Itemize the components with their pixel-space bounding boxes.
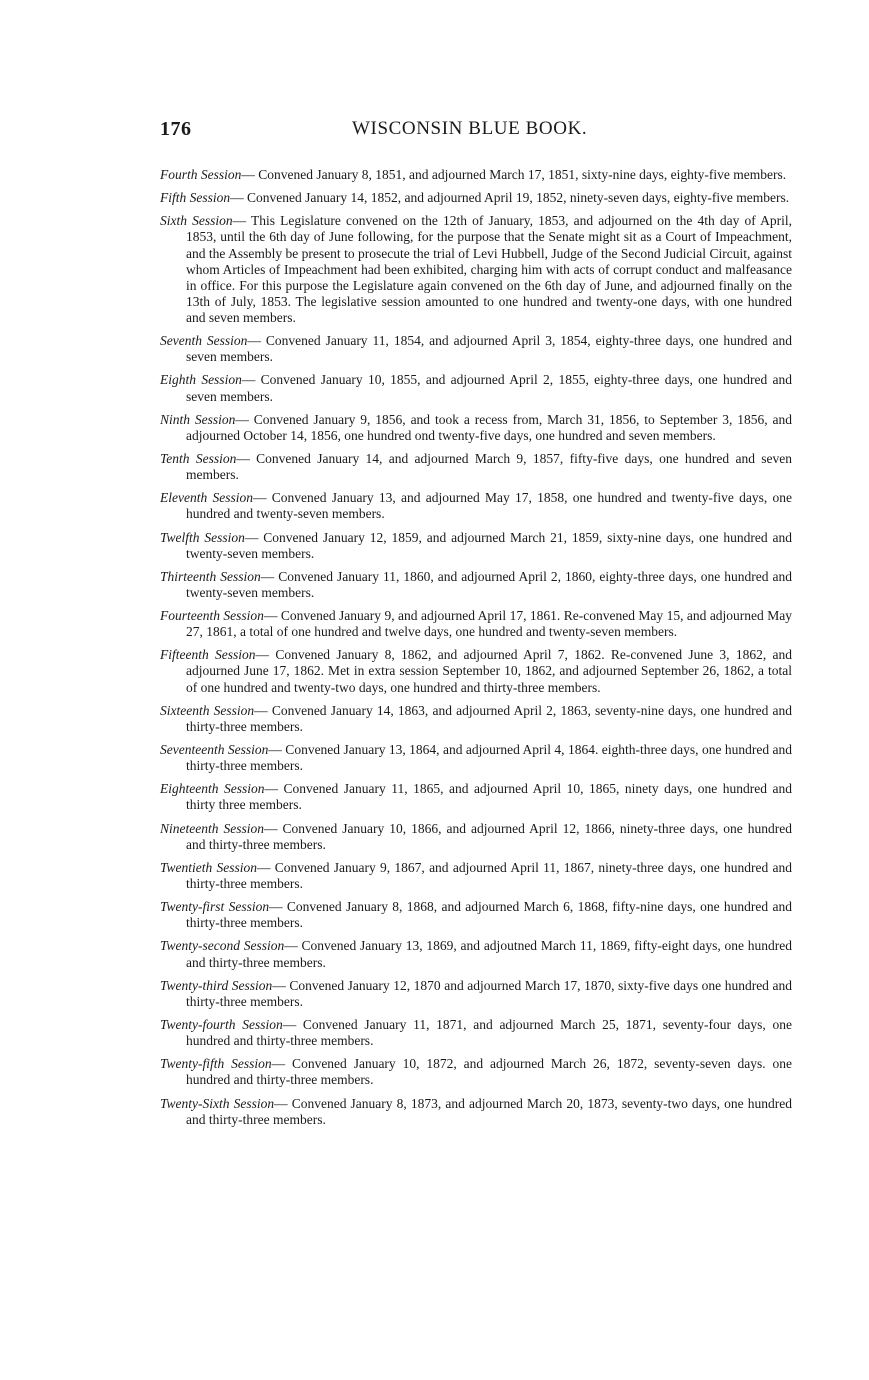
session-text: — Convened January 14, 1852, and adjourned April 19, 1852, ninety-seven days, eighty-five members. xyxy=(230,190,790,206)
session-text: — Convened January 10, 1872, and adjourned March 26, 1872, seventy-seven days. one hundred and thirty-three members. xyxy=(186,1056,792,1088)
session-text: — Convened January 13, 1869, and adjoutned March 11, 1869, fifty-eight days, one hundred and thirty-three members. xyxy=(186,938,792,970)
session-name: Nineteenth Session xyxy=(160,820,264,836)
session-entry-11 xyxy=(160,490,792,522)
session-text: — Convened January 12, 1859, and adjourned March 21, 1859, sixty-nine days, one hundred and twenty-seven members. xyxy=(186,529,792,561)
session-name: Twentieth Session xyxy=(160,859,258,875)
session-entry-17 xyxy=(160,742,792,774)
session-text: — Convened January 9, 1867, and adjourned April 11, 1867, ninety-three days, one hundred and thirty-three members. xyxy=(186,859,792,891)
session-entry-6 xyxy=(160,213,792,326)
session-entry-20 xyxy=(160,860,792,892)
session-text: — Convened January 10, 1866, and adjourned April 12, 1866, ninety-three days, one hundred and thirty-three members. xyxy=(186,820,792,852)
session-entry-23 xyxy=(160,978,792,1010)
session-text: — Convened January 10, 1855, and adjourned April 2, 1855, eighty-three days, one hundred and seven members. xyxy=(186,372,793,404)
session-text: — Convened January 11, 1871, and adjourned March 25, 1871, seventy-four days, one hundred and thirty-three members. xyxy=(186,1017,793,1049)
session-text: — Convened January 11, 1860, and adjourned April 2, 1860, eighty-three days, one hundred and twenty-seven members. xyxy=(186,568,792,600)
session-name: Fourteenth Session xyxy=(160,608,264,624)
session-entry-9 xyxy=(160,412,792,444)
session-text: — Convened January 9, 1856, and took a recess from, March 31, 1856, to September 3, 1856, and adjourned October 14, 1856, one hundred ond twenty-five days, one hundred and seven members. xyxy=(186,411,792,443)
running-title: WISCONSIN BLUE BOOK. xyxy=(352,118,588,139)
session-name: Twenty-fourth Session xyxy=(160,1017,283,1032)
session-name: Fifth Session xyxy=(160,190,231,206)
session-name: Ninth Session xyxy=(160,411,236,427)
session-name: Fourth Session xyxy=(160,167,242,182)
session-entry-10 xyxy=(160,451,792,483)
session-list xyxy=(160,167,792,1135)
session-text: — Convened January 8, 1868, and adjourned March 6, 1868, fifty-nine days, one hundred and thirty-three members. xyxy=(186,899,792,931)
session-text: — Convened January 8, 1873, and adjourned March 20, 1873, seventy-two days, one hundred and thirty-three members. xyxy=(186,1095,792,1127)
session-entry-25 xyxy=(160,1056,792,1088)
session-name: Twenty-second Session xyxy=(160,938,285,954)
session-name: Eighteenth Session xyxy=(160,781,265,797)
session-entry-16 xyxy=(160,703,792,735)
session-entry-19 xyxy=(160,821,792,853)
session-entry-18 xyxy=(160,781,792,813)
session-entry-12 xyxy=(160,530,792,562)
session-text: — Convened January 11, 1865, and adjourned April 10, 1865, ninety days, one hundred and thirty three members. xyxy=(186,781,792,813)
session-text: — Convened January 14, 1863, and adjourned April 2, 1863, seventy-nine days, one hundred and thirty-three members. xyxy=(186,702,793,734)
session-text: — Convened January 14, and adjourned March 9, 1857, fifty-five days, one hundred and seven members. xyxy=(186,450,793,483)
session-entry-21 xyxy=(160,899,792,931)
session-entry-22 xyxy=(160,938,792,970)
session-name: Twenty-first Session xyxy=(160,899,270,915)
session-name: Twenty-third Session xyxy=(160,977,273,993)
session-name: Sixth Session xyxy=(160,213,233,229)
session-name: Eleventh Session xyxy=(160,490,253,506)
session-name: Twenty-fifth Session xyxy=(160,1056,272,1072)
session-entry-7 xyxy=(160,333,792,365)
session-entry-14 xyxy=(160,608,792,640)
session-text: — Convened January 13, and adjourned May 17, 1858, one hundred and twenty-five days, one hundred and twenty-seven members. xyxy=(186,490,792,522)
session-name: Seventh Session xyxy=(160,333,248,349)
session-text: — Convened January 13, 1864, and adjourned April 4, 1864. eighth-three days, one hundred and thirty-three members. xyxy=(186,742,792,774)
session-text: — Convened January 12, 1870 and adjourned March 17, 1870, sixty-five days one hundred and thirty-three members. xyxy=(186,977,792,1009)
session-name: Eighth Session xyxy=(160,372,242,388)
session-text: — Convened January 9, and adjourned April 17, 1861. Re-convened May 15, and adjourned May 27, 1861, a total of one hundred and twelve days, one hundred and twenty-seven members. xyxy=(186,608,792,640)
session-entry-24 xyxy=(160,1017,792,1049)
session-entry-13 xyxy=(160,569,792,601)
session-entry-15 xyxy=(160,647,792,695)
session-name: Fifteenth Session xyxy=(160,647,256,663)
session-entry-8 xyxy=(160,372,792,404)
session-name: Twelfth Session xyxy=(160,529,245,545)
session-name: Twenty-Sixth Session xyxy=(160,1095,275,1111)
session-name: Tenth Session xyxy=(160,450,237,466)
page-number: 176 xyxy=(160,118,192,140)
session-entry-4 xyxy=(160,167,792,183)
page-header xyxy=(160,118,610,142)
session-entry-5 xyxy=(160,190,792,206)
session-text: — Convened January 8, 1862, and adjourned April 7, 1862. Re-convened June 3, 1862, and adjourned June 17, 1862. Met in extra session September 10, 1862, and adjourned September 26, 1862, a total of one hundred and twenty-two days, one hundred and thirty-three members. xyxy=(186,647,793,695)
session-text: — Convened January 8, 1851, and adjourned March 17, 1851, sixty-nine days, eighty-five members. xyxy=(241,167,787,182)
session-entry-26 xyxy=(160,1096,792,1128)
session-text: — This Legislature convened on the 12th of January, 1853, and adjourned on the 4th day of April, 1853, until the 6th day of June following, for the purpose that the Senate might sit as a Court of Impeachment, and the Assembly be present to prosecute the trial of Levi Hubbell, Judge of the Second Judicial Circuit, against whom Articles of Impeachment had been exhibited, charging him with acts of corrupt conduct and malfeasance in office. For this purpose the Legislature again convened on the 6th day of June, and adjourned finally on the 13th of July, 1853. The legislative session amounted to one hundred and twenty-one days, with one hundred and seven members. xyxy=(186,213,792,325)
session-name: Seventeenth Session xyxy=(160,742,269,758)
session-name: Thirteenth Session xyxy=(160,568,261,584)
session-text: — Convened January 11, 1854, and adjourned April 3, 1854, eighty-three days, one hundred and seven members. xyxy=(186,333,792,365)
session-name: Sixteenth Session xyxy=(160,702,255,718)
